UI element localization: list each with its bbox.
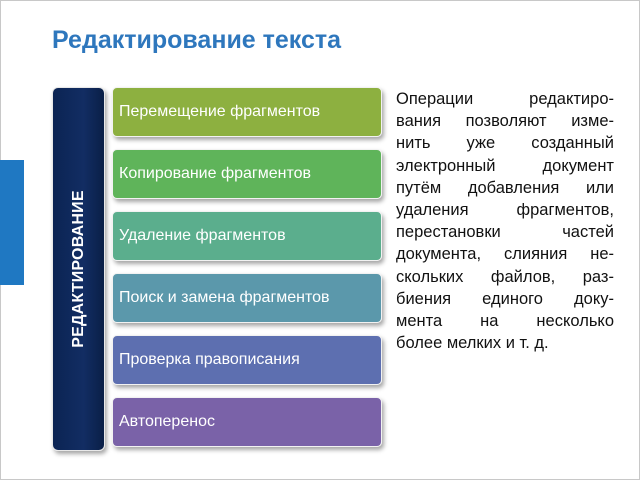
description-line: мента на несколько (396, 312, 614, 331)
description-line: вания позволяют изме- (396, 112, 614, 131)
item-spell-check: Проверка правописания (112, 335, 382, 385)
description-line: скольких файлов, раз- (396, 267, 614, 286)
description-line: документа, слияния не- (396, 245, 614, 264)
description-line: нить уже созданный (396, 134, 614, 153)
description-line: перестановки частей (396, 223, 614, 242)
description-line: электронный документ (396, 156, 614, 175)
item-hyphenation: Автоперенос (112, 397, 382, 447)
item-copy-fragments: Копирование фрагментов (112, 149, 382, 199)
category-bar (52, 87, 105, 451)
item-move-fragments: Перемещение фрагментов (112, 87, 382, 137)
left-accent-bar (0, 160, 24, 285)
description-line: Операции редактиро- (396, 90, 614, 108)
item-find-replace: Поиск и замена фрагментов (112, 273, 382, 323)
page-title: Редактирование текста (52, 26, 342, 54)
item-delete-fragments: Удаление фрагментов (112, 211, 382, 261)
description-line: биения единого доку- (396, 289, 614, 308)
description-line: более мелких и т. д. (396, 334, 549, 353)
category-label: РЕДАКТИРОВАНИЕ (69, 190, 87, 348)
description-line: путём добавления или (396, 178, 614, 197)
description-text (396, 88, 614, 354)
description-line: удаления фрагментов, (396, 201, 614, 220)
